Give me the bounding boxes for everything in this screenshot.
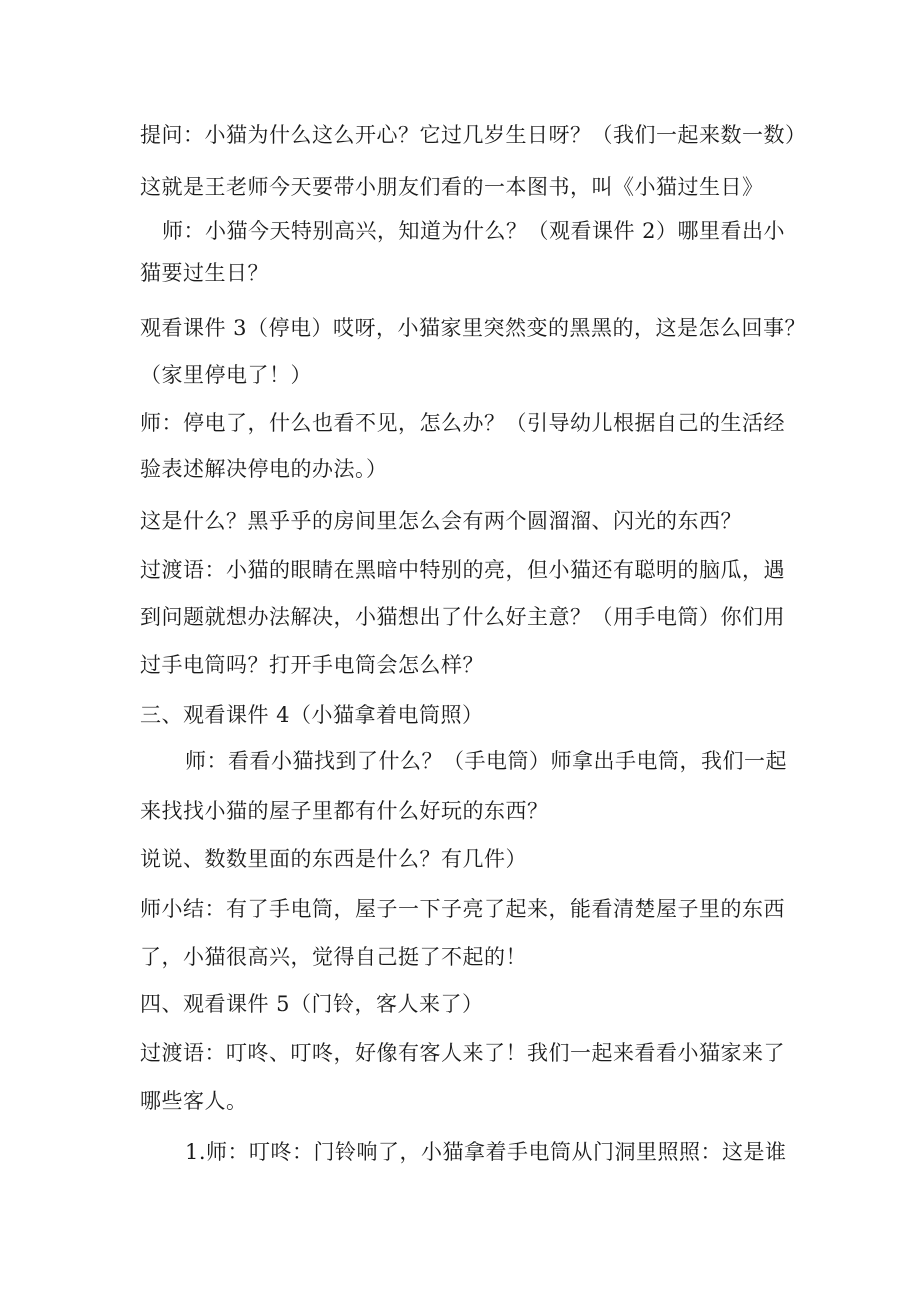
text-line: 说说、数数里面的东西是什么？有几件） (140, 847, 527, 871)
text-line: 三、观看课件 4（小猫拿着电筒照） (140, 703, 484, 727)
text-line: 验表述解决停电的办法。） (140, 457, 388, 481)
text-line: 四、观看课件 5（门铃，客人来了） (140, 992, 484, 1016)
text-line: 师：停电了，什么也看不见，怎么办？（引导幼儿根据自己的生活经 (140, 411, 785, 435)
text-line: 到问题就想办法解决，小猫想出了什么好主意？（用手电筒）你们用 (140, 605, 785, 629)
text-line: 哪些客人。 (140, 1089, 248, 1113)
text-line: 了，小猫很高兴，觉得自己挺了不起的！ (140, 945, 527, 969)
text-line: 师：看看小猫找到了什么？（手电筒）师拿出手电筒，我们一起 (185, 749, 787, 773)
text-line: 来找找小猫的屋子里都有什么好玩的东西？ (140, 799, 549, 823)
text-line: 过手电筒吗？打开手电筒会怎么样？ (140, 653, 484, 677)
text-line: 1.师：叮咚：门铃响了，小猫拿着手电筒从门洞里照照：这是谁 (185, 1140, 787, 1164)
text-line: 师小结：有了手电筒，屋子一下子亮了起来，能看清楚屋子里的东西 (140, 897, 785, 921)
text-line: 这就是王老师今天要带小朋友们看的一本图书，叫《小猫过生日》 (140, 175, 764, 199)
text-line: （家里停电了！） (140, 363, 312, 387)
text-line: 这是什么？黑乎乎的房间里怎么会有两个圆溜溜、闪光的东西？ (140, 509, 742, 533)
text-line: 过渡语：小猫的眼睛在黑暗中特别的亮，但小猫还有聪明的脑瓜，遇 (140, 558, 785, 582)
text-line: 师：小猫今天特别高兴，知道为什么？（观看课件 2）哪里看出小 (162, 219, 786, 243)
text-line: 观看课件 3（停电）哎呀，小猫家里突然变的黑黑的，这是怎么回事？ (140, 316, 807, 340)
text-line: 过渡语：叮咚、叮咚，好像有客人来了！我们一起来看看小猫家来了 (140, 1041, 785, 1065)
text-line: 提问：小猫为什么这么开心？它过几岁生日呀？（我们一起来数一数） (140, 123, 807, 147)
text-line: 猫要过生日？ (140, 261, 269, 285)
